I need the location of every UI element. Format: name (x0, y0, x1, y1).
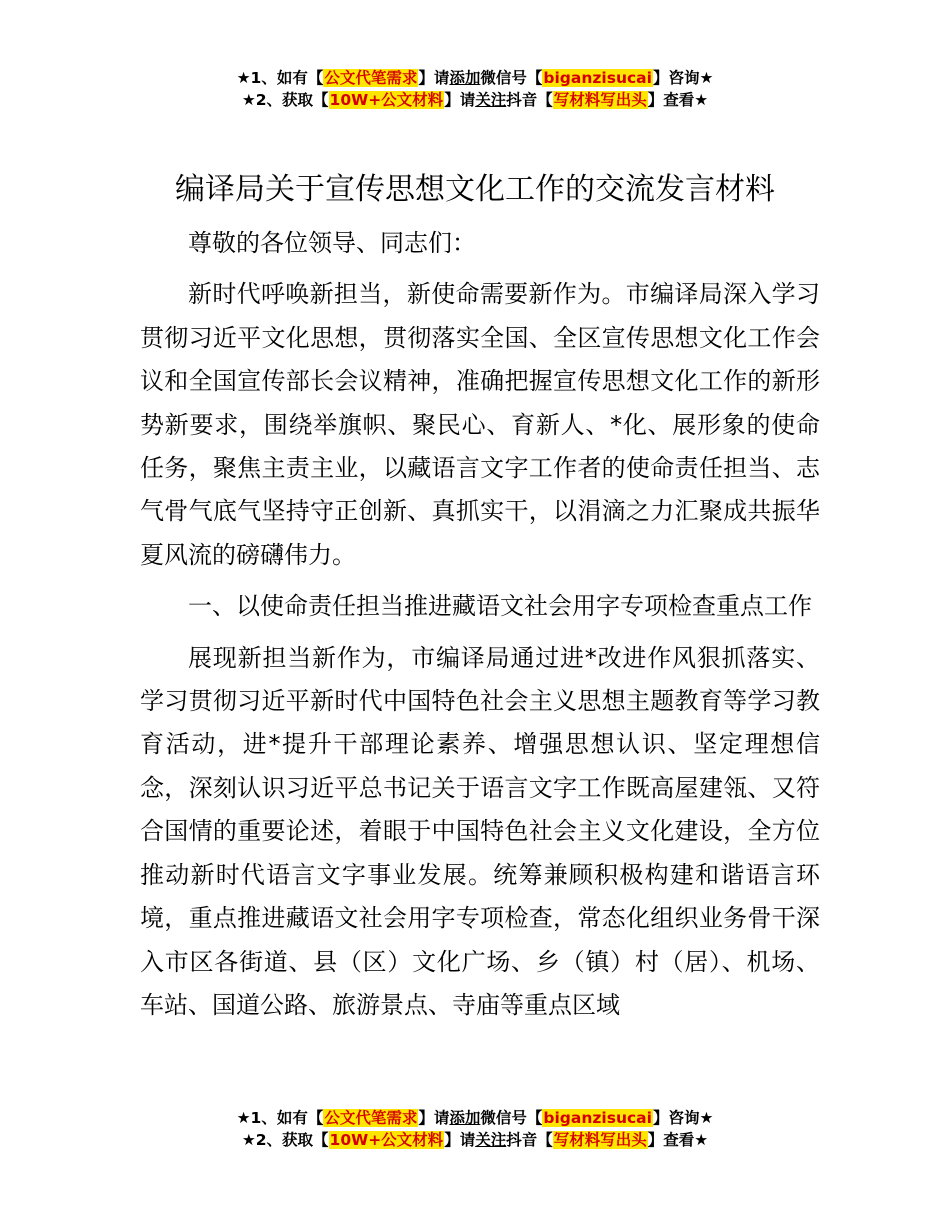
banner-line-2 (0, 1129, 950, 1151)
document-body (140, 222, 820, 1027)
banner-line-1 (0, 67, 950, 89)
banner-text: 】查看★ (647, 91, 709, 109)
banner-highlight: biganzisucai (543, 69, 652, 87)
banner-line-1 (0, 1107, 950, 1129)
banner-highlight: 10W+公文材料 (329, 1131, 444, 1149)
banner-text: 】咨询★ (652, 1109, 714, 1127)
banner-text: 】请 (444, 91, 476, 109)
banner-highlight: biganzisucai (543, 1109, 652, 1127)
banner-text: 】咨询★ (652, 69, 714, 87)
banner-highlight: 写材料写出头 (553, 91, 647, 109)
banner-highlight: 10W+公文材料 (329, 91, 444, 109)
banner-highlight: 公文代笔需求 (324, 1109, 418, 1127)
salutation: 尊敬的各位领导、同志们： (188, 229, 476, 257)
banner-underlined-text: 关注 (475, 1131, 507, 1149)
banner-underlined-text: 关注 (475, 91, 507, 109)
banner-text: 微信号【 (480, 69, 543, 87)
banner-text: ★1、如有【 (236, 69, 324, 87)
paragraph: 新时代呼唤新担当，新使命需要新作为。市编译局深入学习贯彻习近平文化思想，贯彻落实全国、全区宣传思想文化工作会议和全国宣传部长会议精神，准确把握宣传思想文化工作的新形势新要求，围绕举旗帜、聚民心、育新人、*化、展形象的使命任务，聚焦主责主业，以藏语言文字工作者的使命责任担当、志气骨气底气坚持守正创新、真抓实干，以涓滴之力汇聚成共振华夏风流的磅礴伟力。 (140, 280, 820, 569)
document-title: 编译局关于宣传思想文化工作的交流发言材料 (175, 172, 775, 207)
banner-highlight: 写材料写出头 (553, 1131, 647, 1149)
footer-banner (0, 1107, 950, 1151)
banner-text: ★2、获取【 (241, 91, 329, 109)
banner-highlight: 公文代笔需求 (324, 69, 418, 87)
banner-text: 抖音【 (506, 91, 553, 109)
banner-underlined-text: 添加 (449, 1109, 481, 1127)
paragraph: 展现新担当新作为，市编译局通过进*改进作风狠抓落实、学习贯彻习近平新时代中国特色社会主义思想主题教育等学习教育活动，进*提升干部理论素养、增强思想认识、坚定理想信念，深刻认识习近平总书记关于语言文字工作既高屋建瓴、又符合国情的重要论述，着眼于中国特色社会主义文化建设，全方位推动新时代语言文字事业发展。统筹兼顾积极构建和谐语言环境，重点推进藏语文社会用字专项检查，常态化组织业务骨干深入市区各街道、县（区）文化广场、乡（镇）村（居）、机场、车站、国道公路、旅游景点、寺庙等重点区域 (140, 643, 820, 1019)
banner-text: 微信号【 (480, 1109, 543, 1127)
banner-text: 抖音【 (506, 1131, 553, 1149)
banner-text: 】查看★ (647, 1131, 709, 1149)
header-banner (0, 67, 950, 111)
banner-text: 】请 (418, 1109, 450, 1127)
banner-line-2 (0, 89, 950, 111)
banner-text: ★1、如有【 (236, 1109, 324, 1127)
section-heading: 一、以使命责任担当推进藏语文社会用字专项检查重点工作 (188, 592, 812, 621)
banner-text: ★2、获取【 (241, 1131, 329, 1149)
banner-underlined-text: 添加 (449, 69, 481, 87)
banner-text: 】请 (444, 1131, 476, 1149)
banner-text: 】请 (418, 69, 450, 87)
